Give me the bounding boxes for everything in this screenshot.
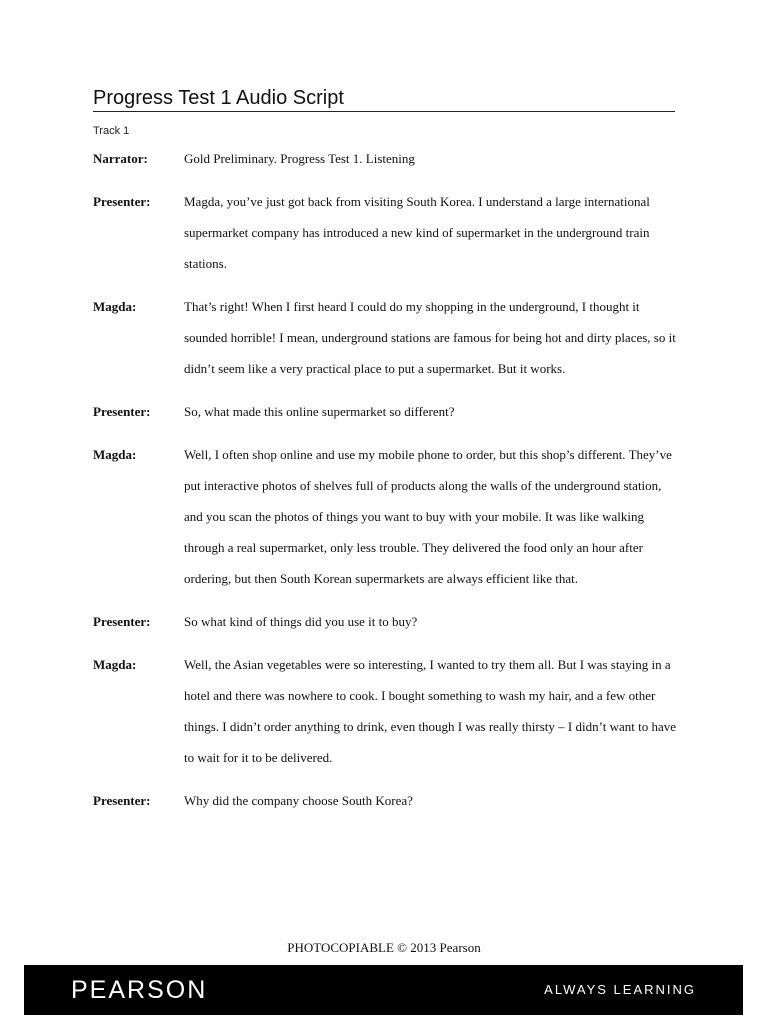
script-entry: [93, 649, 683, 773]
script-entry: [93, 143, 683, 174]
speech-text: Well, I often shop online and use my mobile phone to order, but this shop’s different. They’ve put interactive photos of shelves full of products along the walls of the underground station, and you scan the photos of things you want to buy with your mobile. It was like walking through a real supermarket, only less trouble. They delivered the food only an hour after ordering, but then South Korean supermarkets are always efficient like that.: [184, 447, 672, 586]
track-label: Track 1: [93, 125, 130, 137]
script-entries: [93, 143, 683, 828]
speech-text: Gold Preliminary. Progress Test 1. Listening: [184, 151, 415, 166]
script-entry: [93, 396, 683, 427]
speech-text: Magda, you’ve just got back from visiting South Korea. I understand a large international supermarket company has introduced a new kind of supermarket in the underground train stations.: [184, 194, 650, 271]
speaker-label: Presenter:: [93, 614, 151, 629]
speaker-label: Narrator:: [93, 151, 148, 166]
script-entry: [93, 606, 683, 637]
tagline: ALWAYS LEARNING: [544, 982, 696, 997]
speech-text: Why did the company choose South Korea?: [184, 793, 413, 808]
speech-text: Well, the Asian vegetables were so interesting, I wanted to try them all. But I was staying in a hotel and there was nowhere to cook. I bought something to wash my hair, and a few other things. I didn’t order anything to drink, even though I was really thirsty – I didn’t want to have to wait for it to be delivered.: [184, 657, 676, 765]
copyright-note: PHOTOCOPIABLE © 2013 Pearson: [287, 940, 481, 955]
brand-footer-bar: [24, 965, 743, 1015]
script-entry: [93, 291, 683, 384]
script-entry: [93, 785, 683, 816]
speaker-label: Magda:: [93, 299, 137, 314]
speaker-label: Magda:: [93, 657, 137, 672]
speaker-label: Magda:: [93, 447, 137, 462]
page-title: Progress Test 1 Audio Script: [93, 86, 675, 112]
speech-text: So what kind of things did you use it to buy?: [184, 614, 418, 629]
speech-text: That’s right! When I first heard I could do my shopping in the underground, I thought it sounded horrible! I mean, underground stations are famous for being hot and dirty places, so it didn’t seem like a very practical place to put a supermarket. But it works.: [184, 299, 676, 376]
speaker-label: Presenter:: [93, 793, 151, 808]
pearson-logo: PEARSON: [71, 976, 208, 1004]
speaker-label: Presenter:: [93, 194, 151, 209]
script-entry: [93, 186, 683, 279]
speaker-label: Presenter:: [93, 404, 151, 419]
speech-text: So, what made this online supermarket so different?: [184, 404, 455, 419]
script-entry: [93, 439, 683, 594]
